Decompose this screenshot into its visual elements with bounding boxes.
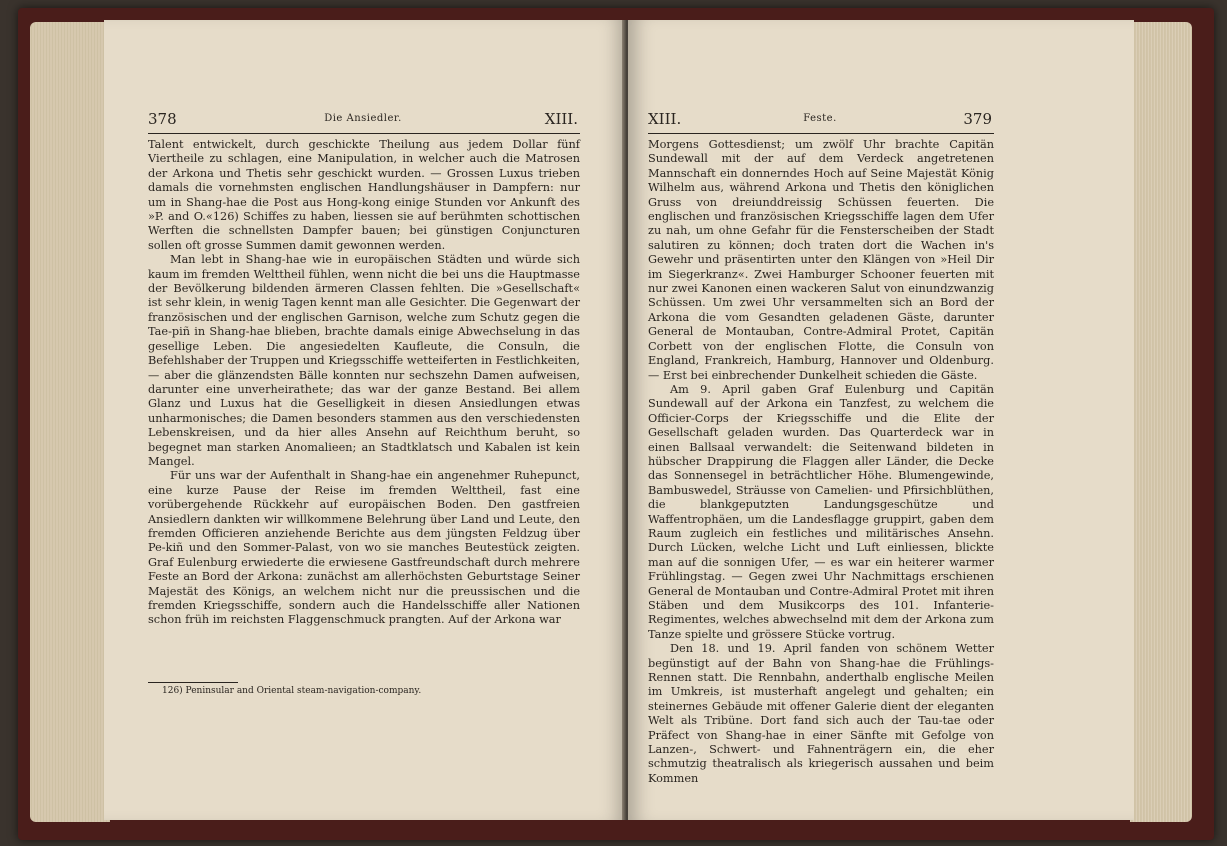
right-page-header: [648, 110, 992, 132]
footnote-rule: [148, 682, 238, 683]
left-page-header: [148, 110, 578, 132]
left-page-body: [148, 138, 580, 628]
paragraph: Am 9. April gaben Graf Eulenburg und Capitän Sundewall auf der Arkona ein Tanzfest, zu welchem die Officier-Corps der Kriegsschiffe und die Elite der Gesellschaft geladen wurden. Das Quarterdeck war in einen Ballsaal verwandelt: die Seitenwand bildeten in hübscher Drappirung die Flaggen aller Länder, die Decke das Sonnensegel in beträchtlicher Höhe. Blumengewinde, Bambuswedel, Sträusse von Camelien- und Pfirsichblüthen, die blankgeputzten Landungsgeschütze und Waffentrophäen, um die Landesflagge gruppirt, gaben dem Raum zugleich ein festliches und militärisches Ansehn. Durch Lücken, welche Licht und Luft einliessen, blickte man auf die sonnigen Ufer, — es war ein heiterer warmer Frühlingstag. — Gegen zwei Uhr Nachmittags erschienen General de Montauban und Contre-Admiral Protet mit ihren Stäben und dem Musikcorps des 101. Infanterie-Regimentes, welches abwechselnd mit dem der Arkona zum Tanze spielte und grössere Stücke vortrug.: [648, 382, 994, 641]
page-number: 378: [148, 110, 177, 128]
chapter-number: XIII.: [544, 110, 578, 128]
paragraph: Für uns war der Aufenthalt in Shang-hae ein angenehmer Ruhepunct, eine kurze Pause der Reise im fremden Welttheil, fast eine vorübergehende Rückkehr auf europäischen Boden. Den gastfreien Ansiedlern dankten wir willkommene Belehrung über Land und Leute, den fremden Officieren anziehende Berichte aus dem jüngsten Feldzug über Pe-kiñ und den Sommer-Palast, von wo sie manches Beutestück zeigten. Graf Eulenburg erwiederte die erwiesene Gastfreundschaft durch mehrere Feste an Bord der Arkona: zunächst am allerhöchsten Geburtstage Seiner Majestät des Königs, an welchem nicht nur die preussischen und die fremden Kriegsschiffe, sondern auch die Handelsschiffe aller Nationen schon früh im reichsten Flaggenschmuck prangten. Auf der Arkona war: [148, 469, 580, 627]
paragraph: Talent entwickelt, durch geschickte Theilung aus jedem Dollar fünf Viertheile zu schlagen, eine Manipulation, in welcher auch die Matrosen der Arkona und Thetis sehr geschickt wurden. — Grossen Luxus trieben damals die vornehmsten englischen Handlungshäuser in Dampfern: nur um in Shang-hae die Post aus Hong-kong einige Stunden vor Ankunft des »P. and O.«126) Schiffes zu haben, liessen sie auf berühmten schottischen Werften die schnellsten Dampfer bauen; bei günstigen Conjuncturen sollen oft grosse Summen damit gewonnen werden.: [148, 138, 580, 252]
left-page: [104, 20, 626, 820]
page-stack-right: [1130, 22, 1192, 822]
paragraph: Den 18. und 19. April fanden von schönem Wetter begünstigt auf der Bahn von Shang-hae die Frühlings-Rennen statt. Die Rennbahn, anderthalb englische Meilen im Umkreis, ist musterhaft angelegt und gehalten; ein steinernes Gebäude mit offener Galerie dient der eleganten Welt als Tribüne. Dort fand sich auch der Tau-tae oder Präfect von Shang-hae in einer Sänfte mit Gefolge von Lanzen-, Schwert- und Fahnenträgern ein, die eher schmutzig theatralisch als kriegerisch aussahen und beim Kommen: [648, 642, 994, 785]
chapter-number: XIII.: [648, 110, 682, 128]
paragraph: Morgens Gottesdienst; um zwölf Uhr brachte Capitän Sundewall mit der auf dem Verdeck angetretenen Mannschaft ein donnerndes Hoch auf Seine Majestät König Wilhelm aus, während Arkona und Thetis den königlichen Gruss von dreiunddreissig Schüssen feuerten. Die englischen und französischen Kriegsschiffe lagen dem Ufer zu nah, um ohne Gefahr für die Fensterscheiben der Stadt salutiren zu können; doch traten dort die Wachen in's Gewehr und präsentirten unter den Klängen von »Heil Dir im Siegerkranz«. Zwei Hamburger Schooner feuerten mit nur zwei Kanonen einen wackeren Salut von einundzwanzig Schüssen. Um zwei Uhr versammelten sich an Bord der Arkona die vom Gesandten geladenen Gäste, darunter General de Montauban, Contre-Admiral Protet, Capitän Corbett von der englischen Flotte, die Consuln von England, Frankreich, Hamburg, Hannover und Oldenburg. — Erst bei einbrechender Dunkelheit schieden die Gäste.: [648, 138, 994, 382]
page-stack-left: [30, 22, 110, 822]
footnote: 126) Peninsular and Oriental steam-navigation-company.: [162, 686, 422, 696]
paragraph: Man lebt in Shang-hae wie in europäischen Städten und würde sich kaum im fremden Welttheil fühlen, wenn nicht die bei uns die Hauptmasse der Bevölkerung bildenden ärmeren Classen fehlten. Die »Gesellschaft« ist sehr klein, in wenig Tagen kennt man alle Gesichter. Die Gegenwart der französischen und der englischen Garnison, welche zum Schutz gegen die Tae-piñ in Shang-hae blieben, brachte damals einige Abwechselung in das gesellige Leben. Die angesiedelten Kaufleute, die Consuln, die Befehlshaber der Truppen und Kriegsschiffe wetteiferten in Festlichkeiten, — aber die glänzendsten Bälle konnten nur sechszehn Damen aufweisen, darunter eine unverheirathete; das war der ganze Bestand. Bei allem Glanz und Luxus hat die Geselligkeit in diesen Ansiedlungen etwas unharmonisches; die Damen besonders stammen aus den verschiedensten Lebenskreisen, und da hier alles Ansehn auf Reichthum beruht, so begegnet man starken Anomalieen; an Stadtklatsch und Kabalen ist kein Mangel.: [148, 253, 580, 468]
page-number: 379: [963, 110, 992, 128]
right-page-body: [648, 138, 994, 786]
header-rule: [648, 133, 994, 134]
running-title: Feste.: [803, 113, 837, 124]
running-title: Die Ansiedler.: [324, 113, 402, 124]
right-page: [628, 20, 1134, 820]
header-rule: [148, 133, 580, 134]
